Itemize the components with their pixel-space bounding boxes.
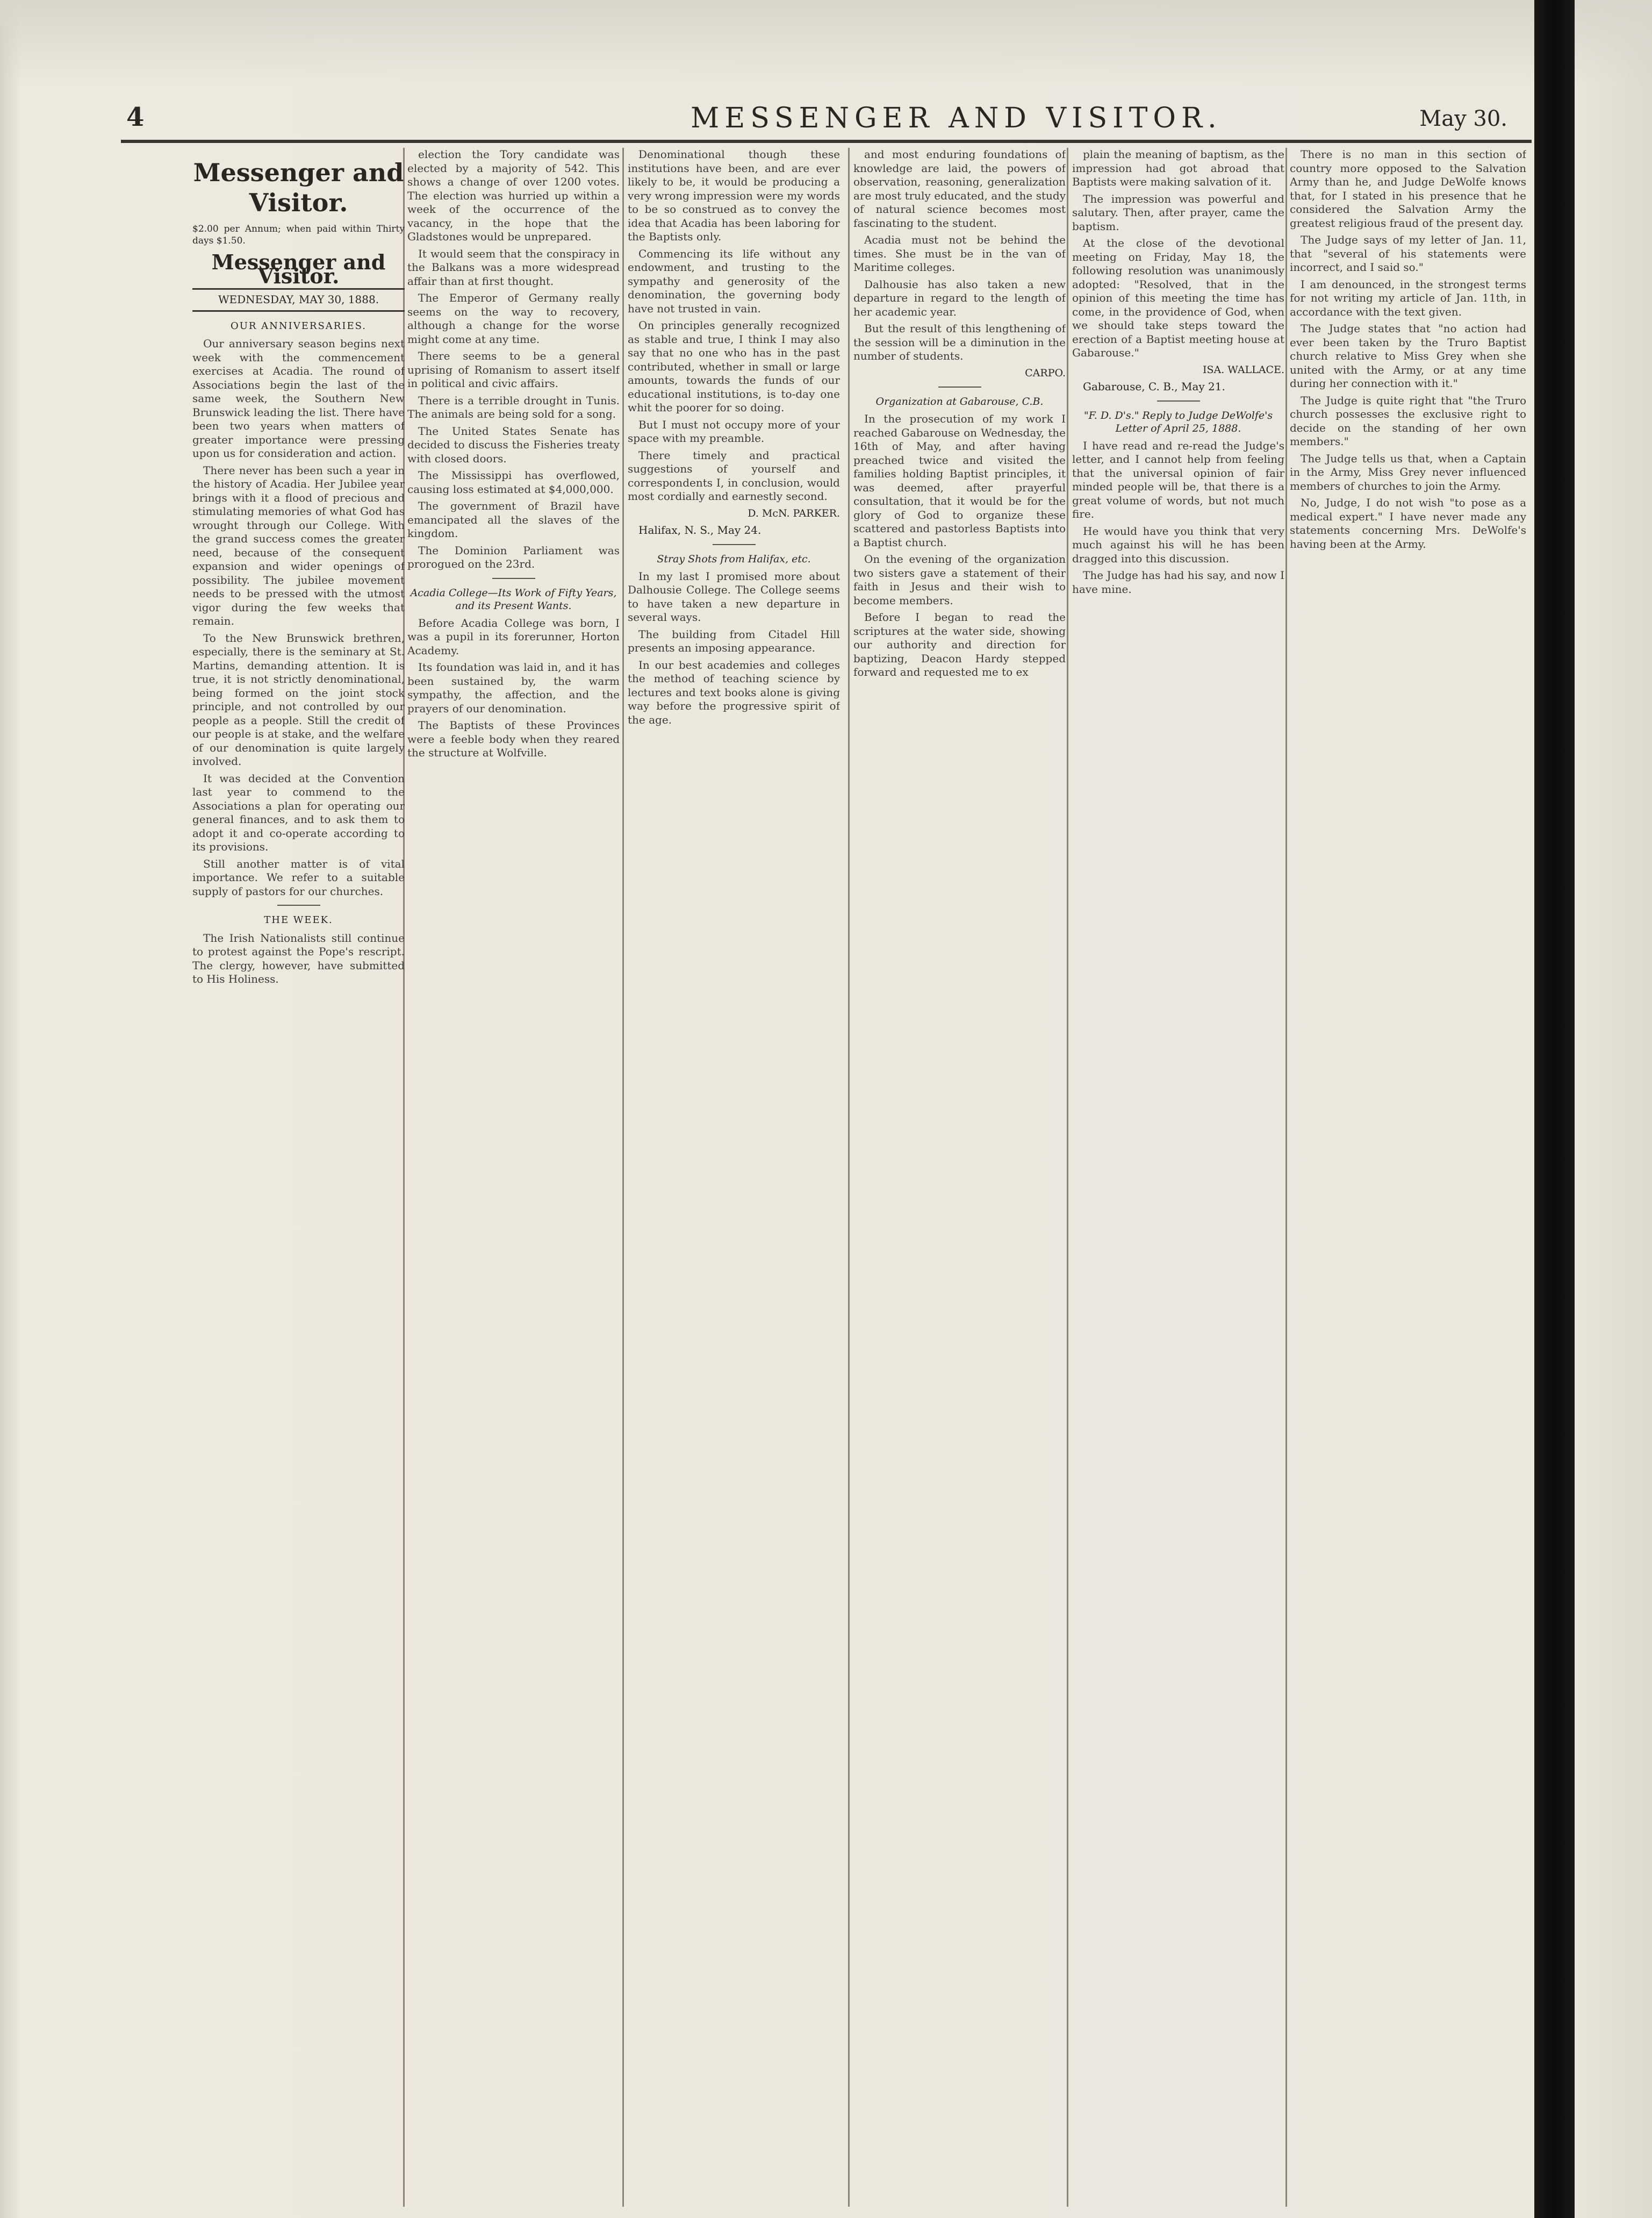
paragraph: Our anniversary season begins next week with the commencement exercises at Acadia. The round of Associations begin the last of the same week, the Southern New Brunswick leading the list. There have been two years when matters of greater importance were pressing upon us for consideration and action. — [192, 337, 405, 460]
paragraph: The government of Brazil have emancipated all the slaves of the kingdom. — [407, 499, 620, 540]
paragraph: But I must not occupy more of your space with my preamble. — [628, 418, 840, 445]
paragraph: The building from Citadel Hill presents an imposing appearance. — [628, 627, 840, 654]
paragraph: He would have you think that very much against his will he has been dragged into this discussion. — [1072, 524, 1284, 565]
column-rule — [848, 148, 850, 2207]
page-number: 4 — [126, 102, 145, 132]
paragraph: But the result of this lengthening of the session will be a diminution in the number of students. — [853, 322, 1066, 362]
divider — [492, 578, 535, 579]
article-heading: "F. D. D's." Reply to Judge DeWolfe's Letter of April 25, 1888. — [1083, 409, 1273, 434]
paragraph: There timely and practical suggestions of yourself and correspondents I, in conclusion, would most cordially and earnestly second. — [628, 448, 840, 503]
column-rule — [1067, 148, 1068, 2207]
paragraph: The impression was powerful and salutary. Then, after prayer, came the baptism. — [1072, 192, 1284, 233]
paragraph: There seems to be a general uprising of Romanism to assert itself in political and civic affairs. — [407, 349, 620, 390]
issue-dateline: WEDNESDAY, MAY 30, 1888. — [192, 288, 405, 312]
paragraph: Acadia must not be behind the times. She must be in the van of Maritime colleges. — [853, 233, 1066, 274]
paragraph: In my last I promised more about Dalhousie College. The College seems to have taken a new departure in several ways. — [628, 569, 840, 624]
paragraph: Dalhousie has also taken a new departure in regard to the length of her academic year. — [853, 277, 1066, 318]
header-rule — [121, 140, 1532, 143]
paragraph: There is no man in this section of country more opposed to the Salvation Army than he, and Judge DeWolfe knows that, for I stated in his presence that he considered the Salvation Army the greatest religious fraud of the present day. — [1290, 148, 1526, 230]
paragraph: It would seem that the conspiracy in the Balkans was a more widespread affair than at first thought. — [407, 247, 620, 288]
paragraph: Before I began to read the scriptures at the water side, showing our authority and direction for baptizing, Deacon Hardy stepped forward and requested me to ex — [853, 611, 1066, 678]
divider — [1157, 400, 1200, 402]
paragraph: I am denounced, in the strongest terms for not writing my article of Jan. 11th, in accordance with the text given. — [1290, 277, 1526, 318]
column-6 — [1290, 148, 1526, 2207]
nameplate-secondary: Messenger and Visitor. — [211, 250, 386, 288]
paragraph: The Judge is quite right that "the Truro church possesses the exclusive right to decide on the standing of her own members." — [1290, 393, 1526, 448]
paragraph: The Mississippi has overflowed, causing loss estimated at $4,000,000. — [407, 469, 620, 496]
section-heading: THE WEEK. — [264, 914, 333, 926]
paragraph: The Judge states that "no action had ever been taken by the Truro Baptist church relative to Miss Grey when she united with the Army, or at any time during her connection with it." — [1290, 322, 1526, 390]
paragraph: It was decided at the Convention last year to commend to the Associations a plan for operating our general finances, and to ask them to adopt it and co-operate according to its provisions. — [192, 771, 405, 853]
signature: ISA. WALLACE. — [1202, 363, 1284, 376]
paragraph: To the New Brunswick brethren, especially, there is the seminary at St. Martins, demanding attention. It is true, it is not strictly denominational, being formed on the joint stock principle, and not controlled by our people as a people. Still the credit of our people is at stake, and the welfare of our denomination is quite largely involved. — [192, 631, 405, 768]
paragraph: On the evening of the organization two sisters gave a statement of their faith in Jesus and their wish to become members. — [853, 553, 1066, 607]
paragraph: Commencing its life without any endowment, and trusting to the sympathy and generosity of the denomination, the governing body have not trusted in vain. — [628, 247, 840, 315]
article-heading: Organization at Gabarouse, C.B. — [875, 396, 1044, 407]
signature: D. McN. PARKER. — [748, 507, 840, 519]
paragraph: The Irish Nationalists still continue to protest against the Pope's rescript. The clergy, however, have submitted to His Holiness. — [192, 931, 405, 985]
column-1 — [192, 148, 405, 2207]
paragraph: In our best academies and colleges the method of teaching science by lectures and text books alone is giving way before the progressive spirit of the age. — [628, 658, 840, 726]
page-margin — [0, 0, 1652, 86]
section-heading: OUR ANNIVERSARIES. — [230, 320, 367, 332]
paragraph: No, Judge, I do not wish "to pose as a medical expert." I have never made any statements concerning Mrs. DeWolfe's having been at the Army. — [1290, 496, 1526, 550]
paragraph: The Judge tells us that, when a Captain in the Army, Miss Grey never influenced members of churches to join the Army. — [1290, 452, 1526, 492]
paragraph: The United States Senate has decided to discuss the Fisheries treaty with closed doors. — [407, 424, 620, 465]
article-heading: Acadia College—Its Work of Fifty Years, and its Present Wants. — [410, 586, 617, 612]
header-date: May 30. — [1419, 106, 1507, 131]
subscription-terms: $2.00 per Annum; when paid within Thirty days $1.50. — [192, 224, 405, 246]
paragraph: Its foundation was laid in, and it has been sustained by, the warm sympathy, the affection, and the prayers of our denomination. — [407, 661, 620, 715]
divider — [713, 544, 756, 545]
signature: CARPO. — [1025, 367, 1066, 379]
paragraph: The Emperor of Germany really seems on the way to recovery, although a change for the worse might come at any time. — [407, 291, 620, 346]
paragraph: Still another matter is of vital importance. We refer to a suitable supply of pastors for our churches. — [192, 857, 405, 898]
page-header — [126, 102, 1524, 140]
paragraph: plain the meaning of baptism, as the impression had got abroad that Baptists were making salvation of it. — [1072, 148, 1284, 188]
column-2 — [407, 148, 620, 2207]
paragraph: On principles generally recognized as stable and true, I think I may also say that no one who has in the past contributed, whether in small or large amounts, towards the funds of our educational institutions, is to-day one whit the poorer for so doing. — [628, 319, 840, 414]
column-rule — [1285, 148, 1287, 2207]
paragraph: Before Acadia College was born, I was a pupil in its forerunner, Horton Academy. — [407, 616, 620, 657]
dateline: Halifax, N. S., May 24. — [638, 524, 762, 536]
column-4 — [853, 148, 1066, 2207]
paragraph: and most enduring foundations of knowledge are laid, the powers of observation, reasoning, generalization are most truly educated, and the study of natural science becomes most fascinating to the student. — [853, 148, 1066, 230]
paragraph: The Judge has had his say, and now I have mine. — [1072, 569, 1284, 596]
paragraph: Denominational though these institutions have been, and are ever likely to be, it would be producing a very wrong impression were my words to be so construed as to convey the idea that Acadia has been laboring for the Baptists only. — [628, 148, 840, 243]
paragraph: I have read and re-read the Judge's letter, and I cannot help from feeling that the universal opinion of fair minded people will be, that there is a great volume of words, but not much fire. — [1072, 439, 1284, 520]
paragraph: In the prosecution of my work I reached Gabarouse on Wednesday, the 16th of May, and after having preached twice and visited the families holding Baptist principles, it was deemed, after prayerful consultation, that it would be for the glory of God to organize these scattered and pastorless Baptists into a Baptist church. — [853, 412, 1066, 549]
page-gutter — [1534, 0, 1575, 2218]
paragraph: The Dominion Parliament was prorogued on the 23rd. — [407, 543, 620, 570]
paragraph: The Judge says of my letter of Jan. 11, that "several of his statements were incorrect, and I said so." — [1290, 233, 1526, 274]
article-heading: Stray Shots from Halifax, etc. — [657, 553, 811, 565]
masthead: MESSENGER AND VISITOR. — [691, 102, 1222, 134]
paragraph: There is a terrible drought in Tunis. The animals are being sold for a song. — [407, 393, 620, 420]
paragraph: The Baptists of these Provinces were a feeble body when they reared the structure at Wolfville. — [407, 719, 620, 759]
dateline: Gabarouse, C. B., May 21. — [1083, 380, 1225, 393]
paragraph: At the close of the devotional meeting on Friday, May 18, the following resolution was unanimously adopted: "Resolved, that in the opinion of this meeting the time has come, in the providence of God, when we should take steps toward the erection of a Baptist meeting house at Gabarouse." — [1072, 237, 1284, 359]
paragraph: election the Tory candidate was elected by a majority of 542. This shows a change of over 1200 votes. The election was hurried up within a week of the occurrence of the vacancy, in the hope that the Gladstones would be unprepared. — [407, 148, 620, 243]
column-3 — [628, 148, 840, 2207]
divider — [277, 905, 320, 906]
nameplate: Messenger and Visitor. — [193, 158, 404, 217]
paragraph: There never has been such a year in the history of Acadia. Her Jubilee year brings with it a flood of precious and stimulating memories of what God has wrought through our College. With the grand success comes the greater need, because of the consequent expansion and wider openings of possibility. The jubilee movement needs to be pressed with the utmost vigor during the few weeks that remain. — [192, 463, 405, 627]
divider — [938, 387, 981, 388]
column-rule — [622, 148, 624, 2207]
column-5 — [1072, 148, 1284, 2207]
